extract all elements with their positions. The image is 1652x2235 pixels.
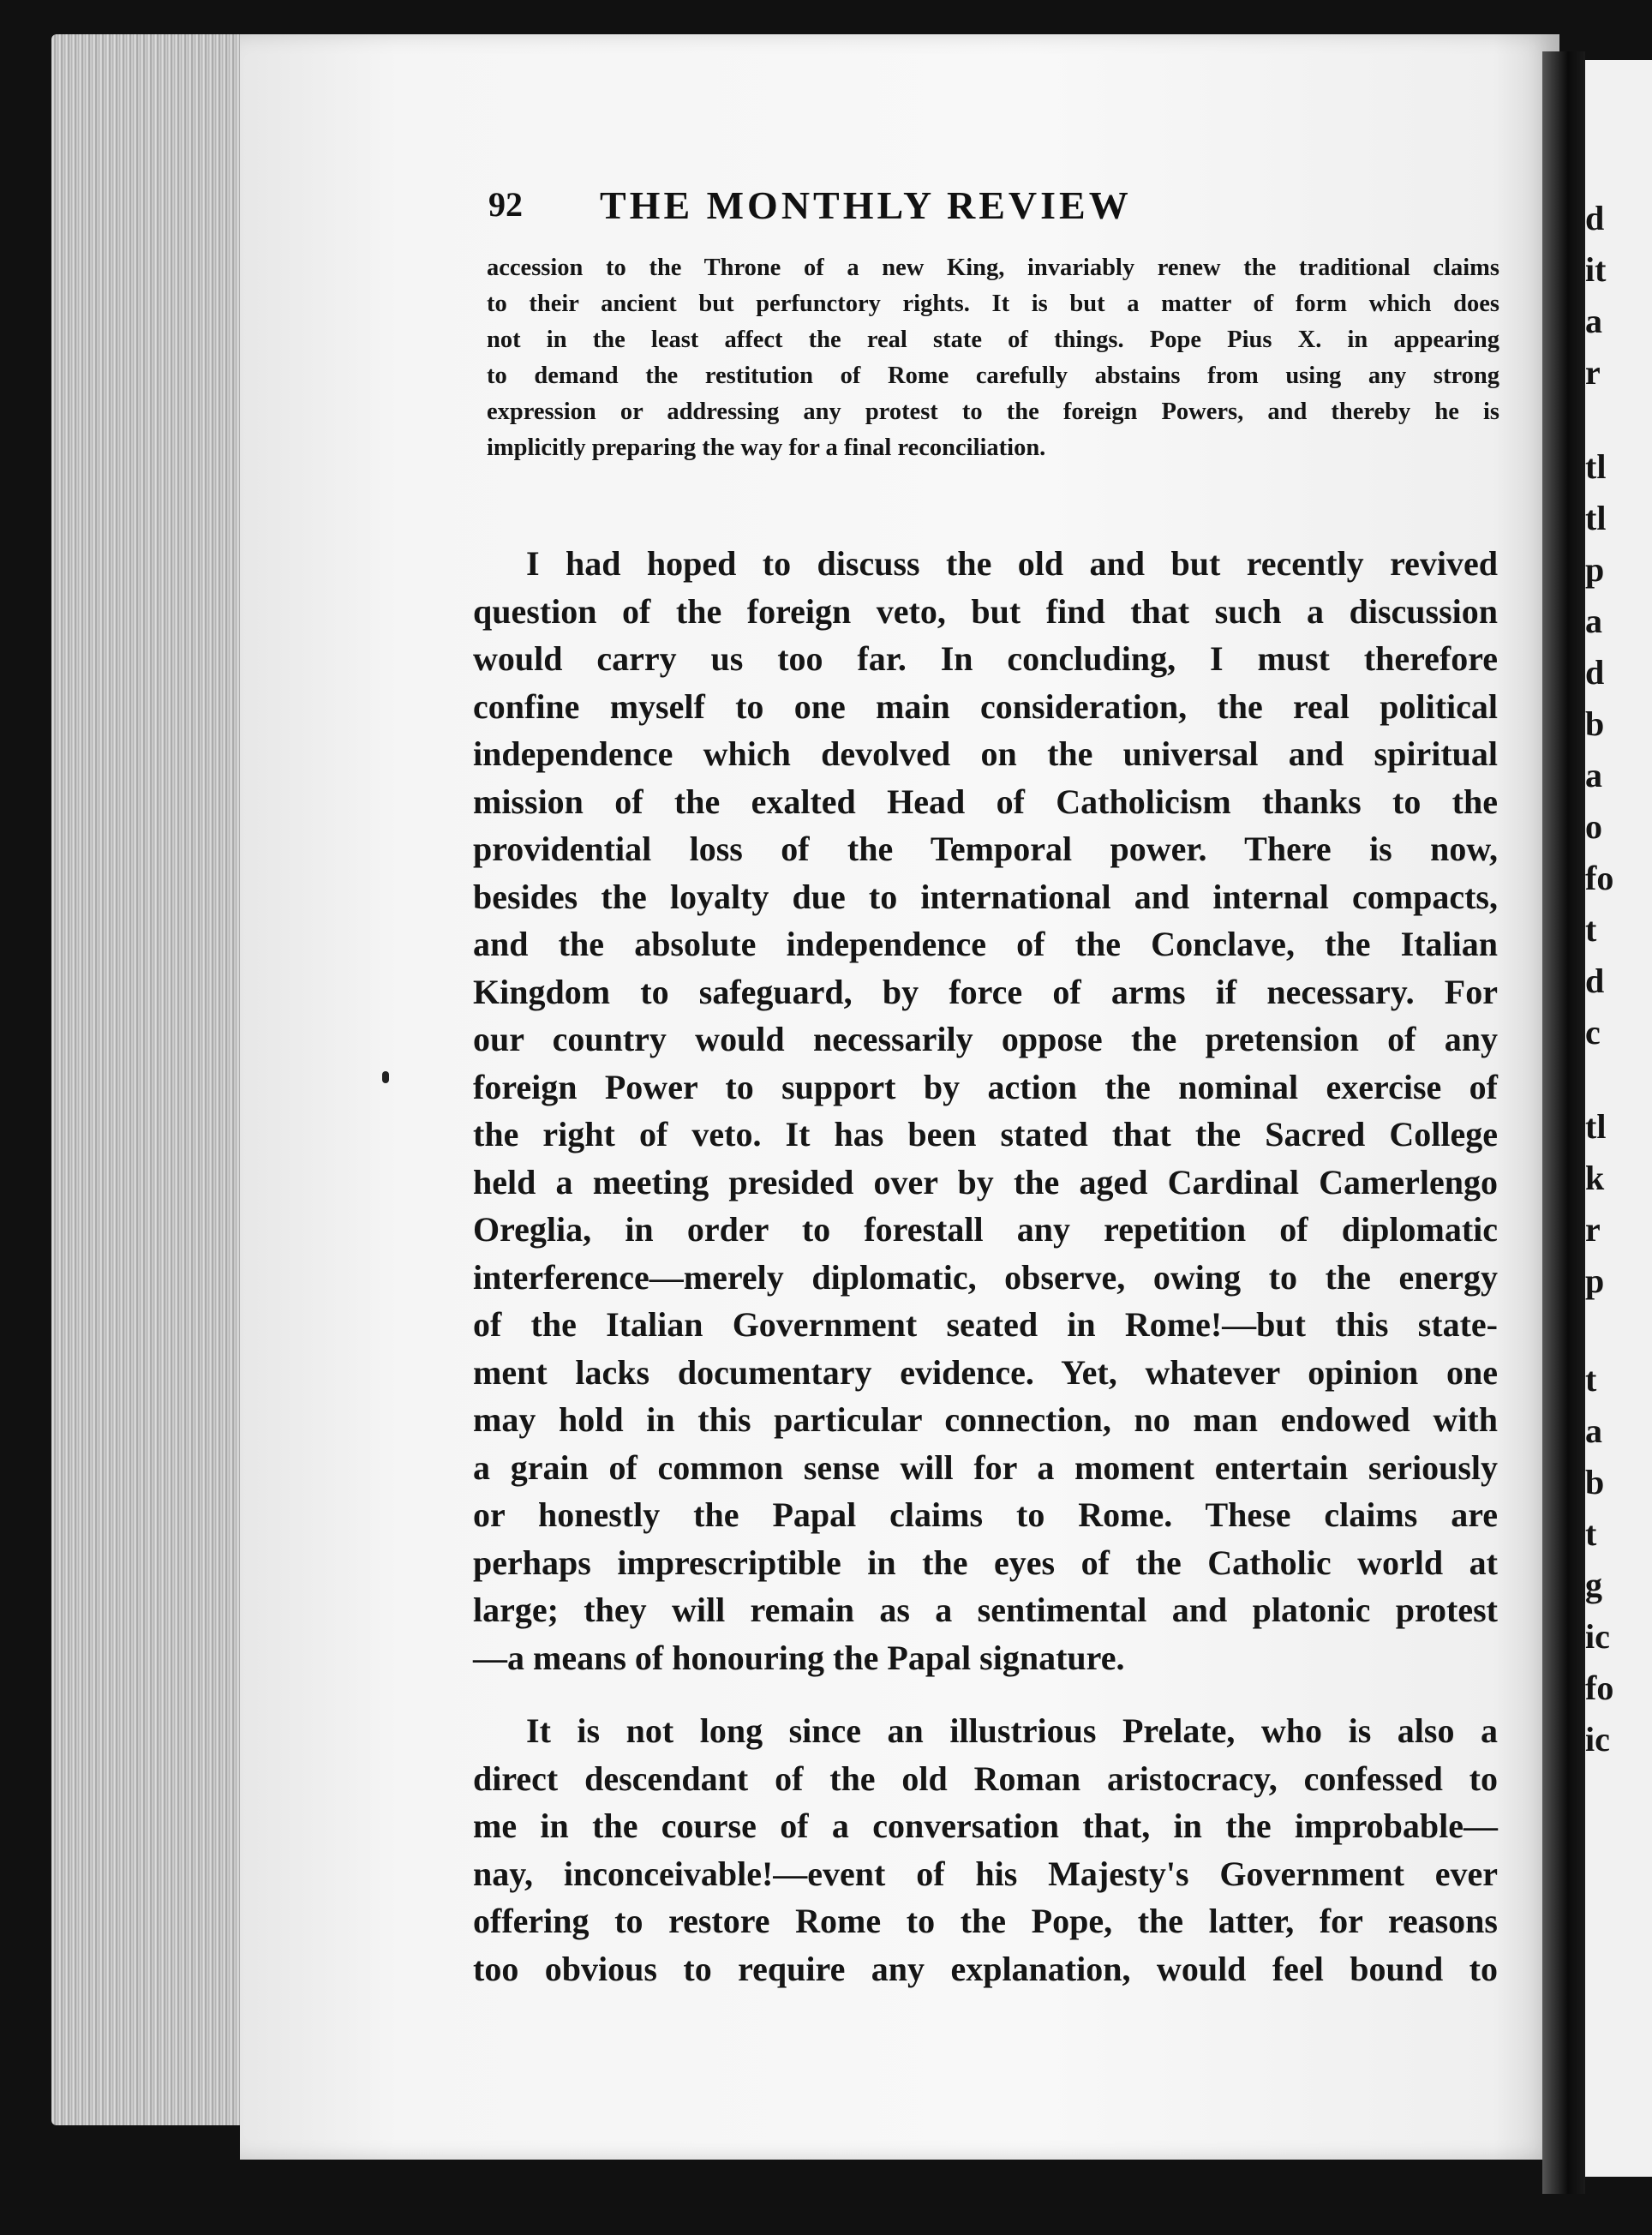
text-line: me in the course of a conversation that, in the improbable— xyxy=(473,1807,1498,1845)
text-line: mission of the exalted Head of Catholicism thanks to the xyxy=(473,782,1498,821)
next-page-fragment: g xyxy=(1585,1566,1602,1604)
next-page-fragment: t xyxy=(1585,1360,1597,1399)
paragraph-1 xyxy=(473,540,1498,1681)
next-page-fragment: tl xyxy=(1585,447,1607,486)
next-page-fragment: p xyxy=(1585,550,1605,589)
next-page-fragment: c xyxy=(1585,1013,1601,1052)
text-line: or honestly the Papal claims to Rome. These claims are xyxy=(473,1495,1498,1534)
book-gutter xyxy=(1542,51,1585,2194)
next-page-fragment: d xyxy=(1585,653,1605,692)
text-line: direct descendant of the old Roman aristocracy, confessed to xyxy=(473,1759,1498,1798)
text-line: a grain of common sense will for a moment entertain seriously xyxy=(473,1447,1498,1487)
footnote-block xyxy=(487,250,1499,466)
text-line: our country would necessarily oppose the pretension of any xyxy=(473,1020,1498,1058)
next-page-fragment: tl xyxy=(1585,499,1607,537)
text-line: would carry us too far. In concluding, I must therefore xyxy=(473,639,1498,678)
next-page-fragment: p xyxy=(1585,1261,1605,1300)
text-line: and the absolute independence of the Conclave, the Italian xyxy=(473,925,1498,963)
text-line: ment lacks documentary evidence. Yet, whatever opinion one xyxy=(473,1352,1498,1392)
text-line: independence which devolved on the universal and spiritual xyxy=(473,734,1498,773)
next-page-fragment: a xyxy=(1585,602,1602,640)
text-line: perhaps imprescriptible in the eyes of the Catholic world at xyxy=(473,1543,1498,1582)
text-line: question of the foreign veto, but find that such a discussion xyxy=(473,591,1498,631)
next-page-fragment: a xyxy=(1585,1411,1602,1450)
footnote-line: not in the least affect the real state of things. Pope Pius X. in appearing xyxy=(487,327,1499,353)
text-line: providential loss of the Temporal power. There is now, xyxy=(473,830,1498,868)
text-line: —a means of honouring the Papal signature. xyxy=(473,1638,1125,1677)
text-line: interference—merely diplomatic, observe, owing to the energy xyxy=(473,1257,1498,1297)
next-page-fragment: k xyxy=(1585,1159,1605,1197)
footnote-line: accession to the Throne of a new King, invariably renew the traditional claims xyxy=(487,255,1499,281)
text-line: may hold in this particular connection, no man endowed with xyxy=(473,1400,1498,1439)
text-line: It is not long since an illustrious Prelate, who is also a xyxy=(526,1711,1498,1750)
next-page-fragment: a xyxy=(1585,756,1602,794)
next-page-edge xyxy=(1585,60,1652,2177)
next-page-fragment: a xyxy=(1585,302,1602,340)
footnote-line: implicitly preparing the way for a final reconciliation. xyxy=(487,434,1046,461)
text-line: offering to restore Rome to the Pope, the latter, for reasons xyxy=(473,1902,1498,1940)
page-number: 92 xyxy=(488,185,523,224)
next-page-fragment: ic xyxy=(1585,1720,1610,1759)
next-page-fragment: b xyxy=(1585,704,1605,743)
text-line: besides the loyalty due to international and internal compacts, xyxy=(473,877,1498,916)
next-page-fragment: d xyxy=(1585,199,1605,237)
page-header xyxy=(488,184,1499,236)
text-line: Oreglia, in order to forestall any repetition of diplomatic xyxy=(473,1210,1498,1249)
next-page-fragment: it xyxy=(1585,250,1607,289)
next-page-fragment: fo xyxy=(1585,859,1614,897)
text-line: Kingdom to safeguard, by force of arms if necessary. For xyxy=(473,972,1498,1011)
next-page-fragment: b xyxy=(1585,1463,1605,1501)
next-page-fragment: t xyxy=(1585,1514,1597,1553)
text-line: too obvious to require any explanation, would feel bound to xyxy=(473,1949,1498,1988)
footnote-line: expression or addressing any protest to the foreign Powers, and thereby he is xyxy=(487,398,1499,425)
running-title: THE MONTHLY REVIEW xyxy=(600,183,1132,227)
text-line: of the Italian Government seated in Rome!—but this state- xyxy=(473,1305,1498,1344)
next-page-fragment: ic xyxy=(1585,1617,1610,1656)
margin-ink-mark xyxy=(382,1071,389,1083)
next-page-fragment: d xyxy=(1585,962,1605,1000)
footnote-line: to their ancient but perfunctory rights. It is but a matter of form which does xyxy=(487,291,1499,317)
paragraph-2 xyxy=(473,1707,1498,1992)
next-page-fragment: r xyxy=(1585,1210,1601,1249)
text-line: I had hoped to discuss the old and but recently revived xyxy=(526,544,1498,583)
footnote-line: to demand the restitution of Rome carefully abstains from using any strong xyxy=(487,363,1499,389)
text-line: large; they will remain as a sentimental and platonic protest xyxy=(473,1591,1498,1629)
text-line: the right of veto. It has been stated that the Sacred College xyxy=(473,1115,1498,1153)
next-page-fragment: tl xyxy=(1585,1107,1607,1146)
next-page-fragment: fo xyxy=(1585,1669,1614,1707)
text-line: foreign Power to support by action the nominal exercise of xyxy=(473,1067,1498,1106)
next-page-fragment: t xyxy=(1585,910,1597,949)
text-line: nay, inconceivable!—event of his Majesty's Government ever xyxy=(473,1854,1498,1893)
text-line: confine myself to one main consideration, the real political xyxy=(473,686,1498,726)
next-page-fragment: r xyxy=(1585,353,1601,392)
text-line: held a meeting presided over by the aged Cardinal Camerlengo xyxy=(473,1162,1498,1201)
next-page-fragment: o xyxy=(1585,807,1602,846)
